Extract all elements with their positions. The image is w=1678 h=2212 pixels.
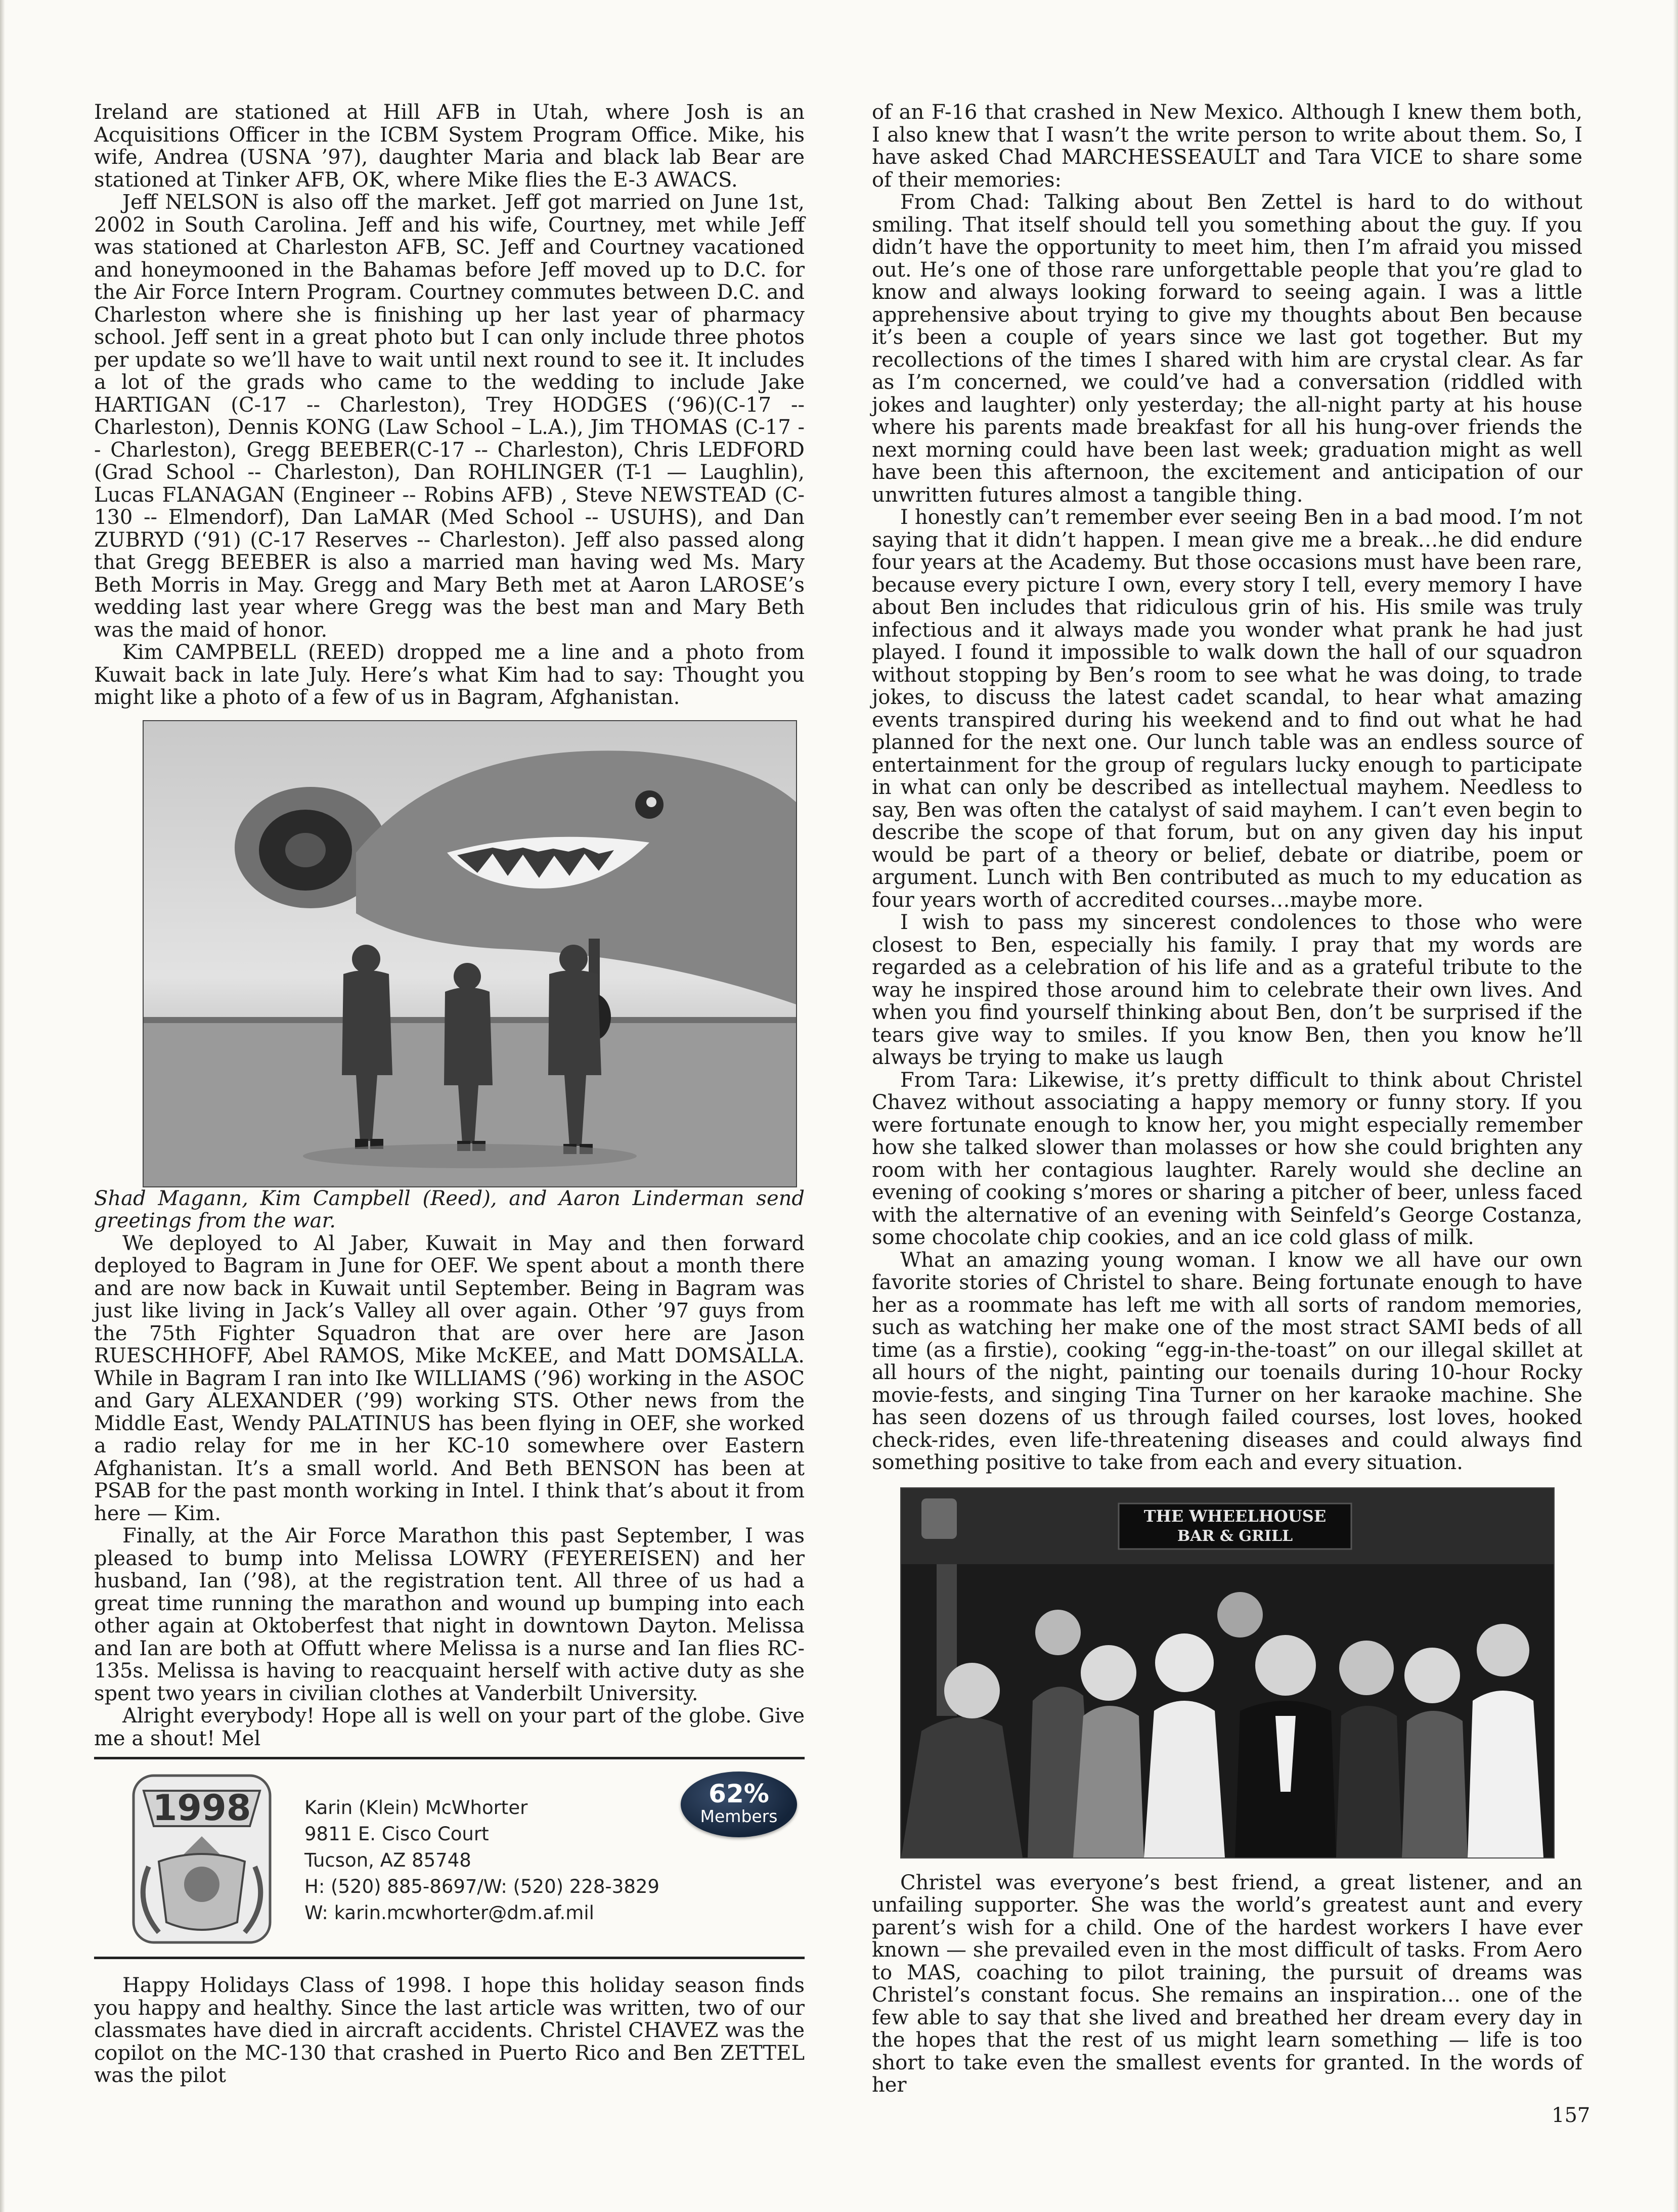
paragraph: From Chad: Talking about Ben Zettel is hard to do without smiling. That itself should tell you something about the guy. If you didn’t have the opportunity to meet him, then I’m afraid you missed out. He’s one of those rare unforgettable people that you’re glad to know and always looking forward to seeing again. I was a little apprehensive about trying to give my thoughts about Ben because it’s been a couple of years since we last got together. But my recollections of the times I shared with him are crystal clear. As far as I’m concerned, we could’ve had a conversation (riddled with jokes and laughter) only yesterday; the all-night party at his house where his parents made breakfast for all his hung-over friends the next morning could have been last week; graduation might as well have been this afternoon, the excitement and anticipation of our unwritten futures almost a tangible thing.: [872, 191, 1582, 507]
contact-city: Tucson, AZ 85748: [304, 1849, 471, 1871]
bagram-photo: [143, 720, 797, 1187]
bar-sign-line1: THE WHEELHOUSE: [1143, 1506, 1327, 1526]
paragraph: From Tara: Likewise, it’s pretty difficult to think about Christel Chavez without associating a happy memory or funny story. If you were fortunate enough to know her, you might especially remember how she talked slower than molasses or how she could brighten any room with her contagious laughter. Rarely would she decline an evening of cooking s’mores or sharing a pitcher of beer, unless faced with the alternative of an evening with Seinfeld’s George Costanza, some chocolate chip cookies, and an ice cold glass of milk.: [872, 1068, 1582, 1249]
wheelhouse-group-photo: [900, 1487, 1555, 1859]
contact-street: 9811 E. Cisco Court: [304, 1823, 489, 1845]
paragraph: I honestly can’t remember ever seeing Ben in a bad mood. I’m not saying that it didn’t happen. I mean give me a break…he did endure four years at the Academy. But those occasions must have been rare, because every picture I own, every story I tell, every memory I have about Ben includes that ridiculous grin of his. His smile was truly infectious and it always made you wonder what prank he had just played. I found it impossible to walk down the hall of our squadron without stopping by Ben’s room to see what he was doing, to trade jokes, to discuss the latest cadet scandal, to hear what amazing events transpired during his weekend and to find out what he had planned for the next one. Our lunch table was an endless source of entertainment for the group of regulars lucky enough to participate in what can only be described as intellectual mayhem. Needless to say, Ben was often the catalyst of said mayhem. I can’t even begin to describe the scope of that forum, but on any given day his input would be part of a theory or belief, debate or diatribe, poem or argument. Lunch with Ben contributed as much to my education as four years worth of accredited courses…maybe more.: [872, 506, 1582, 912]
paragraph: Ireland are stationed at Hill AFB in Utah, where Josh is an Acquisitions Officer in the ICBM System Program Office. Mike, his wife, Andrea (USNA ’97), daughter Maria and black lab Bear are stationed at Tinker AFB, OK, where Mike flies the E-3 AWACS.: [94, 101, 805, 192]
paragraph: Alright everybody! Hope all is well on your part of the globe. Give me a shout! Mel: [94, 1704, 805, 1750]
paragraph: Kim CAMPBELL (REED) dropped me a line and a photo from Kuwait back in late July. Here’s what Kim had to say: Thought you might like a photo of a few of us in Bagram, Afghanistan.: [94, 641, 805, 709]
page-number: 157: [1552, 2104, 1591, 2127]
bar-sign-line2: BAR & GRILL: [1177, 1527, 1293, 1545]
contact-email: W: karin.mcwhorter@dm.af.mil: [304, 1902, 594, 1924]
paragraph: Finally, at the Air Force Marathon this past September, I was pleased to bump into Melissa LOWRY (FEYEREISEN) and her husband, Ian (’98), at the registration tent. All three of us had a great time running the marathon and wound up bumping into each other again at Oktoberfest that night in downtown Dayton. Melissa and Ian are both at Offutt where Melissa is a nurse and Ian flies RC-135s. Melissa is having to reacquaint herself with active duty as she spent two years in civilian clothes at Vanderbilt University.: [94, 1524, 805, 1705]
left-column: [94, 101, 805, 2087]
paragraph: I wish to pass my sincerest condolences to those who were closest to Ben, especially his family. I pray that my words are regarded as a celebration of his life and as a grateful tribute to the way he inspired those around him to celebrate their own lives. And when you find yourself thinking about Ben, don’t be surprised if the tears give way to smiles. If you know Ben, then you know he’ll always be trying to make us laugh: [872, 911, 1582, 1069]
photo-caption: Shad Magann, Kim Campbell (Reed), and Aaron Linderman send greetings from the war.: [94, 1186, 805, 1232]
membership-label: Members: [700, 1806, 778, 1826]
page-edge-left: [0, 0, 5, 2212]
paragraph: What an amazing young woman. I know we all have our own favorite stories of Christel to share. Being fortunate enough to have her as a roommate has left me with all sorts of random memories, such as watching her make one of the most stract SAMI beds of all time (as a firstie), cooking “egg-in-the-toast” on our illegal skillet at all hours of the night, painting our toenails during 10-hour Rocky movie-fests, and singing Tina Turner on her karaoke machine. She has seen dozens of us through failed courses, lost loves, hooked check-rides, even life-threatening diseases and could always find something positive to take from each and every situation.: [872, 1248, 1582, 1474]
page-edge-right: [1673, 0, 1678, 2212]
section-divider: [94, 1957, 805, 1959]
contact-name: Karin (Klein) McWhorter: [304, 1797, 528, 1819]
paragraph: Jeff NELSON is also off the market. Jeff got married on June 1st, 2002 in South Carolina. Jeff and his wife, Courtney, met while Jeff was stationed at Charleston AFB, SC. Jeff and Courtney vacationed and honeymooned in the Bahamas before Jeff moved up to D.C. for the Air Force Intern Program. Courtney commutes between D.C. and Charleston where she is finishing up her last year of pharmacy school. Jeff sent in a great photo but I can only include three photos per update so we’ll have to wait until next round to see it. It includes a lot of the grads who came to the wedding to include Jake HARTIGAN (C-17 -- Charleston), Trey HODGES (‘96)(C-17 -- Charleston), Dennis KONG (Law School – L.A.), Jim THOMAS (C-17 -- Charleston), Gregg BEEBER(C-17 -- Charleston), Chris LEDFORD (Grad School -- Charleston), Dan ROHLINGER (T-1 — Laughlin), Lucas FLANAGAN (Engineer -- Robins AFB) , Steve NEWSTEAD (C-130 -- Elmendorf), Dan LaMAR (Med School -- USUHS), and Dan ZUBRYD (‘91) (C-17 Reserves -- Charleston). Jeff also passed along that Gregg BEEBER is also a married man having wed Ms. Mary Beth Morris in May. Gregg and Mary Beth met at Aaron LAROSE’s wedding last year where Gregg was the best man and Mary Beth was the maid of honor.: [94, 191, 805, 642]
paragraph: Christel was everyone’s best friend, a great listener, and an unfailing supporter. She was the world’s greatest aunt and every parent’s wish for a child. One of the hardest workers I have ever known — she prevailed even in the most difficult of tasks. From Aero to MAS, coaching to pilot training, the pursuit of dreams was Christel’s constant focus. She remains an inspiration… one of the few able to say that she lived and breathed her dream every day in the hopes that the rest of us might learn something — life is too short to take even the smallest events for granted. In the words of her: [872, 1871, 1582, 2097]
paragraph: We deployed to Al Jaber, Kuwait in May and then forward deployed to Bagram in June for OEF. We spent about a month there and are now back in Kuwait until September. Being in Bagram was just like living in Jack’s Valley all over again. Other ’97 guys from the 75th Fighter Squadron that are over here are Jason RUESCHHOFF, Abel RAMOS, Mike McKEE, and Matt DOMSALLA. While in Bagram I ran into Ike WILLIAMS (’96) working in the ASOC and Gary ALEXANDER (’99) working STS. Other news from the Middle East, Wendy PALATINUS has been flying in OEF, she worked a radio relay for me in her KC-10 somewhere over Eastern Afghanistan. It’s a small world. And Beth BENSON has been at PSAB for the past month working in Intel. I think that’s about it from here — Kim.: [94, 1231, 805, 1525]
svg-text:1998: 1998: [152, 1787, 251, 1829]
membership-percent: 62%: [709, 1779, 769, 1808]
membership-badge: [681, 1772, 797, 1837]
paragraph: Happy Holidays Class of 1998. I hope this holiday season finds you happy and healthy. Since the last article was written, two of our classmates have died in aircraft accidents. Christel CHAVEZ was the copilot on the MC-130 that crashed in Puerto Rico and Ben ZETTEL was the pilot: [94, 1974, 805, 2087]
class-contact-block: [94, 1759, 805, 1957]
contact-phone: H: (520) 885-8697/W: (520) 228-3829: [304, 1876, 659, 1897]
group-photo-image: [901, 1488, 1554, 1857]
a10-aircraft-image: [144, 721, 796, 1186]
paragraph: of an F-16 that crashed in New Mexico. Although I knew them both, I also knew that I wasn’t the write person to write about them. So, I have asked Chad MARCHESSEAULT and Tara VICE to share some of their memories:: [872, 101, 1582, 192]
right-column: [872, 101, 1582, 2097]
class-crest-icon: [123, 1771, 280, 1948]
